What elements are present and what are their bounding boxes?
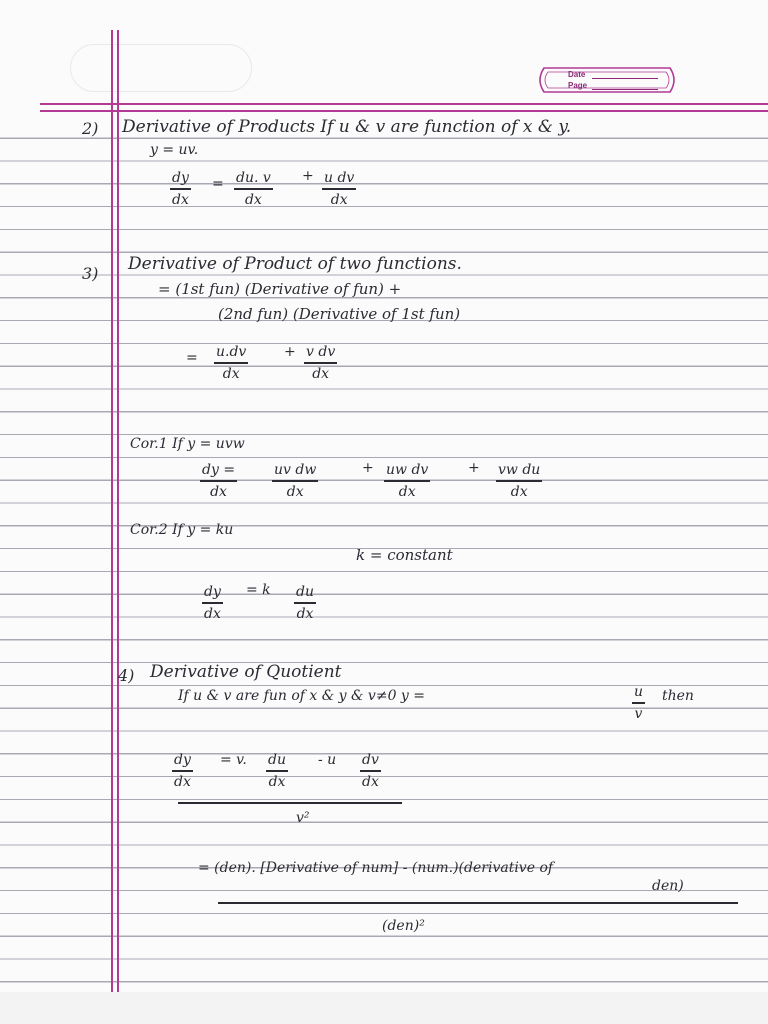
section-2-term-1-num: du. v — [236, 170, 271, 186]
margin-line-horizontal-1 — [40, 103, 768, 105]
section-2-number: 2) — [82, 119, 99, 138]
section-2-heading: Derivative of Products If u & v are function of x & y. — [122, 117, 572, 137]
fraction-bar — [632, 702, 645, 704]
section-2-plus: + — [302, 168, 314, 184]
cor-2-label: Cor.2 If y = ku — [130, 522, 234, 538]
section-2-lhs-den: dx — [172, 191, 189, 208]
equals-sign: = — [212, 176, 224, 192]
section-4-main-den: v² — [296, 810, 310, 826]
section-4-equals-v: = v. — [220, 752, 247, 768]
stamp-frame-icon — [534, 62, 680, 98]
cor-1-lhs — [200, 462, 237, 500]
section-4-cond-den: v — [634, 705, 643, 722]
fraction-bar — [200, 480, 237, 482]
stamp-page-label: Page — [568, 81, 588, 90]
section-4-term-2 — [360, 752, 381, 790]
date-page-stamp — [534, 62, 680, 98]
section-4-word-denominator: (den)² — [382, 918, 425, 934]
fraction-bar — [496, 480, 542, 482]
cor-1-plus-1: + — [362, 460, 374, 476]
fraction-bar — [214, 362, 248, 364]
fraction-bar — [234, 188, 273, 190]
cor-2-lhs — [202, 584, 223, 622]
section-4-cond-num: u — [634, 684, 644, 700]
cor-2-rhs-num: du — [296, 584, 314, 600]
fraction-bar — [272, 480, 318, 482]
section-3-equals: = — [186, 350, 198, 366]
cor-1-term-3-num: vw du — [498, 462, 541, 478]
fraction-bar — [172, 770, 193, 772]
cor-1-plus-2: + — [468, 460, 480, 476]
cor-2-constant-note: k = constant — [356, 546, 453, 564]
section-3-line-1: = (1st fun) (Derivative of fun) + — [158, 280, 402, 298]
section-4-term-2-num: dv — [362, 752, 379, 768]
quotient-word-bar — [218, 902, 738, 904]
cor-2-lhs-num: dy — [204, 584, 221, 600]
margin-line-horizontal-2 — [40, 110, 768, 112]
section-3-heading: Derivative of Product of two functions. — [128, 254, 462, 274]
section-4-lhs-den: dx — [174, 773, 191, 790]
cor-1-term-1-den: dx — [286, 483, 304, 500]
section-3-term-1 — [214, 344, 248, 382]
cor-2-rhs — [294, 584, 316, 622]
section-2-term-2-den: dx — [330, 191, 348, 208]
section-4-lhs-num: dy — [174, 752, 191, 768]
cor-1-term-1-num: uv dw — [274, 462, 317, 478]
section-2-given: y = uv. — [150, 142, 199, 158]
fraction-bar — [266, 770, 288, 772]
faded-brand-logo — [70, 44, 252, 92]
fraction-bar — [322, 188, 356, 190]
cor-2-lhs-den: dx — [204, 605, 221, 622]
section-4-term-2-den: dx — [362, 773, 379, 790]
cor-1-term-2-num: uw dv — [386, 462, 429, 478]
section-3-line-2: (2nd fun) (Derivative of 1st fun) — [218, 305, 461, 323]
cor-1-term-2 — [384, 462, 430, 500]
section-2-lhs — [170, 170, 191, 208]
fraction-bar — [384, 480, 430, 482]
section-2-lhs-num: dy — [172, 170, 189, 186]
section-3-number: 3) — [82, 264, 99, 283]
cor-2-equals-k: = k — [246, 582, 271, 598]
fraction-bar — [170, 188, 191, 190]
section-3-term-2 — [304, 344, 337, 382]
cor-1-label: Cor.1 If y = uvw — [130, 436, 245, 452]
stamp-page-line — [592, 89, 658, 90]
section-4-word-numerator-cont: den) — [652, 878, 684, 894]
cor-1-term-3 — [496, 462, 542, 500]
section-2-term-2-num: u dv — [324, 170, 355, 186]
cor-1-term-1 — [272, 462, 318, 500]
section-2-term-2 — [322, 170, 356, 208]
cor-1-lhs-num: dy = — [202, 462, 236, 478]
fraction-bar — [304, 362, 337, 364]
section-4-minus-u: - u — [318, 752, 337, 768]
section-4-term-1-den: dx — [268, 773, 286, 790]
cor-1-term-2-den: dx — [398, 483, 416, 500]
section-4-word-numerator: = (den). [Derivative of num] - (num.)(derivative of — [198, 860, 554, 876]
section-4-term-1 — [266, 752, 288, 790]
stamp-date-line — [592, 78, 658, 79]
section-4-term-1-num: du — [268, 752, 286, 768]
margin-line-vertical-2 — [117, 30, 119, 992]
cor-1-lhs-den: dx — [210, 483, 227, 500]
fraction-bar — [294, 602, 316, 604]
quotient-main-bar — [178, 802, 402, 804]
section-4-heading: Derivative of Quotient — [150, 662, 342, 682]
cor-2-rhs-den: dx — [296, 605, 314, 622]
section-4-then: then — [662, 688, 694, 704]
section-4-number: 4) — [118, 666, 135, 685]
fraction-bar — [202, 602, 223, 604]
margin-line-vertical-1 — [111, 30, 113, 992]
page-bottom-edge — [0, 992, 768, 1024]
section-4-condition-fraction — [632, 684, 645, 722]
section-3-term-2-den: dx — [312, 365, 330, 382]
section-3-term-1-num: u.dv — [216, 344, 247, 360]
section-3-term-1-den: dx — [222, 365, 240, 382]
section-2-term-1-den: dx — [244, 191, 262, 208]
cor-1-term-3-den: dx — [510, 483, 528, 500]
fraction-bar — [360, 770, 381, 772]
section-3-plus: + — [284, 344, 296, 360]
stamp-date-label: Date — [568, 70, 586, 79]
section-3-term-2-num: v dv — [306, 344, 336, 360]
section-4-condition: If u & v are fun of x & y & v≠0 y = — [178, 688, 426, 704]
section-2-term-1 — [234, 170, 273, 208]
section-4-lhs — [172, 752, 193, 790]
